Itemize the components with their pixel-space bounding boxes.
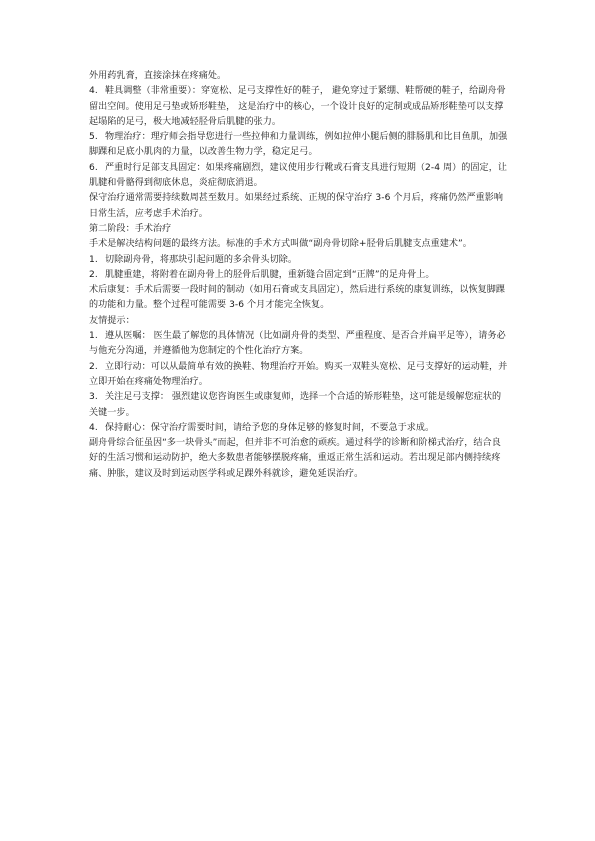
paragraph-topical-cream (89, 69, 508, 84)
paragraph-physical-therapy (89, 130, 508, 161)
paragraph-text: 副舟骨综合征虽因“多一块骨头”而起，但并非不可治愈的顽疾。通过科学的诊断和阶梯式治疗，结合良好的生活习惯和运动防护，绝大多数患者能够摆脱疼痛，重返正常生活和运动。若出现足部内侧持续疼痛、肿胀，建议及时到运动医学科或足踝外科就诊，避免延误治疗。 (89, 438, 501, 479)
list-number: 3. (89, 392, 98, 403)
list-number: 4. (89, 86, 98, 97)
section-heading-stage-two (89, 222, 508, 237)
paragraph-text: 物理治疗：理疗师会指导您进行一些拉伸和力量训练，例如拉伸小腿后侧的腓肠肌和比目鱼肌，加强脚踝和足底小肌肉的力量，以改善生物力学，稳定足弓。 (89, 132, 508, 158)
list-number: 4. (89, 422, 98, 433)
paragraph-tip-follow-doctor (89, 329, 508, 360)
section-heading-text: 第二阶段：手术治疗 (89, 223, 172, 234)
paragraph-conservative-duration (89, 191, 508, 222)
document-body (89, 69, 508, 482)
paragraph-text: 友情提示： (89, 315, 135, 326)
paragraph-conclusion (89, 436, 508, 482)
paragraph-text: 遵从医嘱： 医生最了解您的具体情况（比如副舟骨的类型、严重程度、是否合并扁平足等），请务必与他充分沟通，并遵循他为您制定的个性化治疗方案。 (89, 331, 506, 357)
paragraph-text: 切除副舟骨，将那块引起问题的多余骨头切除。 (105, 254, 298, 265)
paragraph-shoe-adjustment (89, 84, 508, 130)
paragraph-tip-arch-support (89, 390, 508, 421)
list-number: 6. (89, 162, 98, 173)
paragraph-tendon-reconstruction (89, 268, 508, 283)
paragraph-tip-patience (89, 421, 508, 436)
paragraph-tips-heading (89, 314, 508, 329)
list-number: 1. (89, 254, 98, 265)
paragraph-text: 鞋具调整（非常重要）：穿宽松、足弓支撑性好的鞋子， 避免穿过于紧绷、鞋帮硬的鞋子，给副舟骨留出空间。使用足弓垫或矫形鞋垫， 这是治疗中的核心，一个设计良好的定制或成品矫形鞋垫可以支撑起塌陷的足弓，极大地减轻胫骨后肌腱的张力。 (89, 86, 506, 127)
paragraph-postop-rehab (89, 283, 508, 314)
paragraph-surgery-intro (89, 237, 508, 252)
list-number: 2. (89, 361, 98, 372)
list-number: 2. (89, 269, 98, 280)
list-number: 1. (89, 331, 98, 342)
list-number: 5. (89, 132, 98, 143)
paragraph-text: 术后康复：手术后需要一段时间的制动（如用石膏或支具固定），然后进行系统的康复训练，以恢复脚踝的功能和力量。整个过程可能需要 3-6 个月才能完全恢复。 (89, 285, 506, 311)
paragraph-tip-act-now (89, 360, 508, 391)
paragraph-text: 外用药乳膏，直接涂抹在疼痛处。 (89, 71, 227, 81)
paragraph-text: 保守治疗通常需要持续数周甚至数月。如果经过系统、正规的保守治疗 3-6 个月后，疼痛仍然严重影响日常生活，应考虑手术治疗。 (89, 193, 504, 219)
paragraph-text: 保持耐心：保守治疗需要时间，请给予您的身体足够的修复时间，不要急于求成。 (105, 422, 435, 433)
paragraph-text: 严重时行足部支具固定：如果疼痛剧烈，建议使用步行靴或石膏支具进行短期（2-4 周）的固定，让肌腱和骨骼得到彻底休息，炎症彻底消退。 (89, 162, 507, 189)
paragraph-excision (89, 253, 508, 268)
paragraph-text: 关注足弓支撑： 强烈建议您咨询医生或康复师，选择一个合适的矫形鞋垫，这可能是缓解您症状的关键一步。 (89, 392, 502, 418)
paragraph-brace-fixation (89, 161, 508, 192)
paragraph-text: 立即行动：可以从最简单有效的换鞋、物理治疗开始。购买一双鞋头宽松、足弓支撑好的运动鞋，并立即开始在疼痛处物理治疗。 (89, 361, 508, 387)
paragraph-text: 手术是解决结构问题的最终方法。标准的手术方式叫做“副舟骨切除+胫骨后肌腱支点重建术”。 (89, 239, 472, 250)
paragraph-text: 肌腱重建，将附着在副舟骨上的胫骨后肌腱，重新缝合固定到“正牌”的足舟骨上。 (105, 269, 435, 280)
